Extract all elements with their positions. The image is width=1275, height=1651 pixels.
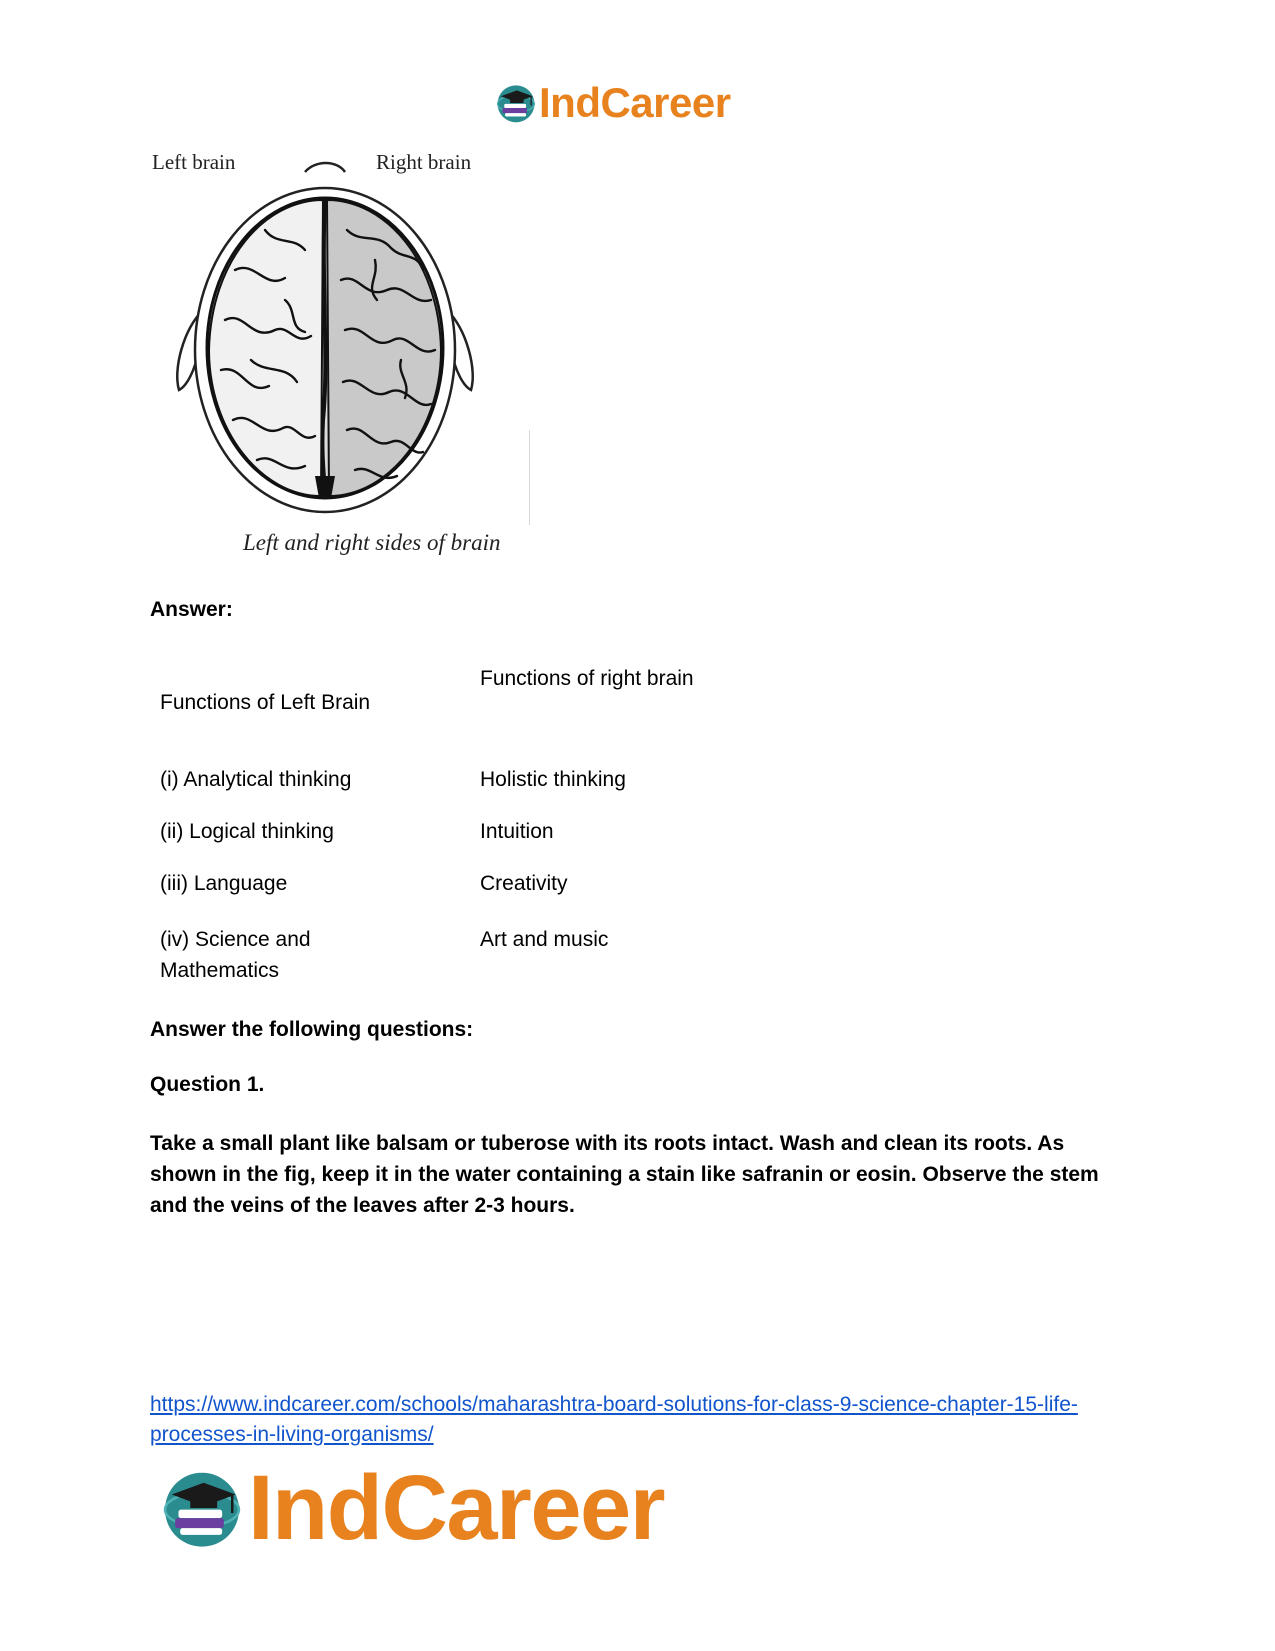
- table-cell-left: (iii) Language: [160, 872, 288, 895]
- question-label: Question 1.: [150, 1073, 265, 1096]
- source-link[interactable]: https://www.indcareer.com/schools/maharashtra-board-solutions-for-class-9-science-chapter-15-life-processes-in-living-organisms/: [150, 1393, 1078, 1446]
- question-text: Take a small plant like balsam or tuberose with its roots intact. Wash and clean its roots. As shown in the fig, keep it in the water containing a stain like safranin or eosin. Observe the stem and the veins of the leaves after 2-3 hours.: [150, 1132, 1099, 1217]
- table-cell-left: (ii) Logical thinking: [160, 820, 334, 843]
- section-heading: Answer the following questions:: [150, 1018, 474, 1041]
- answer-heading: Answer:: [150, 598, 233, 621]
- table-cell-right: Art and music: [480, 928, 609, 951]
- table-cell-left: (i) Analytical thinking: [160, 768, 352, 791]
- right-brain-label: Right brain: [376, 150, 472, 174]
- table-header-left: Functions of Left Brain: [160, 691, 371, 714]
- header-logo: [495, 78, 775, 128]
- logo-wordmark: IndCareer: [248, 1457, 664, 1559]
- table-header-right: Functions of right brain: [480, 667, 694, 690]
- graduation-cap-book-globe-icon: [495, 82, 537, 124]
- table-cell-left: (iv) Science and Mathematics: [160, 928, 311, 982]
- table-cell-right: Holistic thinking: [480, 768, 626, 791]
- logo-wordmark: IndCareer: [539, 79, 731, 126]
- table-cell-right: Creativity: [480, 872, 568, 895]
- table-cell-right: Intuition: [480, 820, 554, 843]
- left-brain-label: Left brain: [152, 150, 236, 174]
- graduation-cap-book-globe-icon: [160, 1466, 244, 1550]
- figure-caption: Left and right sides of brain: [243, 530, 501, 555]
- brain-illustration: [165, 160, 485, 520]
- footer-logo: [160, 1458, 700, 1558]
- figure-divider: [529, 430, 530, 525]
